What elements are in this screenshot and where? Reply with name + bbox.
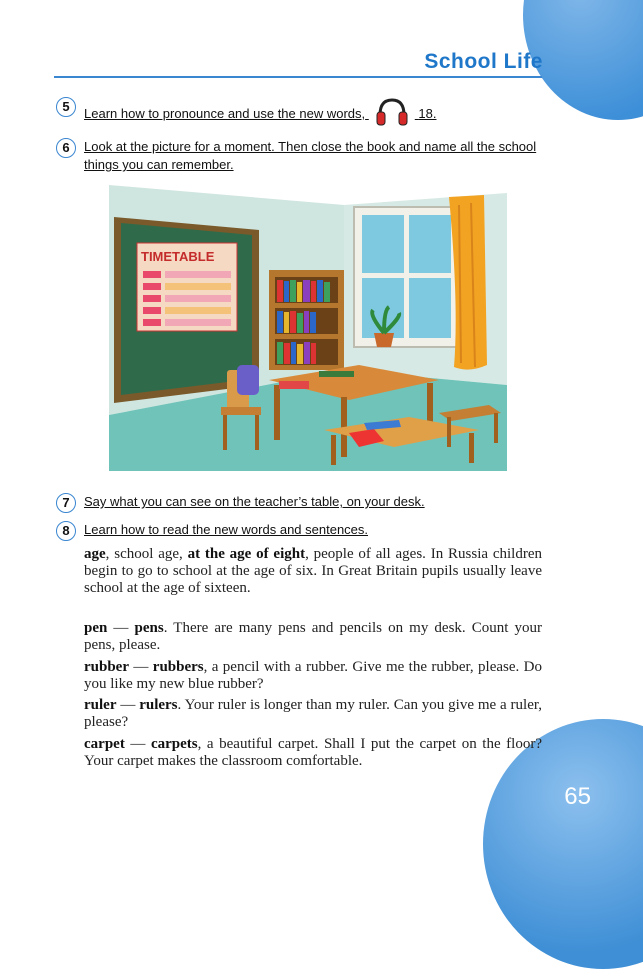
vocab-phrase: at the age of eight xyxy=(187,546,306,562)
vocab-plural: rubbers xyxy=(152,659,204,675)
vocab-plural: pens xyxy=(134,620,164,636)
vocab-text: , people of all ages. In Russia children begin to go to school at the age of six. In Great Britain pupils usually leave school at the age of sixteen. xyxy=(84,546,542,596)
vocab-age xyxy=(84,546,542,597)
task-8 xyxy=(56,521,368,539)
vocab-text: . Your ruler is longer than my ruler. Can you give me a ruler, please? xyxy=(84,697,543,730)
vocab-text: , school age, xyxy=(105,546,188,562)
task-number: 5 xyxy=(56,97,76,117)
task-6 xyxy=(56,138,544,174)
headphones-icon xyxy=(375,97,409,132)
vocab-text: . There are many pens and pencils on my desk. Count your pens, please. xyxy=(84,620,543,653)
classroom-illustration xyxy=(109,185,507,471)
vocab-dash: — xyxy=(124,736,151,752)
page-title: School Life xyxy=(424,50,543,73)
vocab-dash: — xyxy=(116,697,140,713)
vocab-carpet xyxy=(84,736,542,770)
vocab-text: , a beautiful carpet. Shall I put the carpet on the floor? Your carpet makes the classroom comfortable. xyxy=(84,736,542,769)
task-5 xyxy=(56,97,436,132)
task-number: 7 xyxy=(56,493,76,513)
vocab-head: age xyxy=(84,546,106,562)
vocab-text: , a pencil with a rubber. Give me the rubber, please. Do you like my new blue rubber? xyxy=(84,659,543,692)
task-text xyxy=(84,97,436,132)
vocab-plural: rulers xyxy=(139,697,178,713)
vocab-dash: — xyxy=(107,620,135,636)
task-5-text: Learn how to pronounce and use the new words, xyxy=(84,105,366,121)
task-text: Say what you can see on the teacher’s table, on your desk. xyxy=(84,494,425,509)
vocab-dash: — xyxy=(129,659,153,675)
vocab-head: pen xyxy=(84,620,108,636)
timetable-label: TIMETABLE xyxy=(141,249,215,264)
vocab-head: carpet xyxy=(84,736,125,752)
vocab-head: rubber xyxy=(84,659,129,675)
track-number: 18. xyxy=(418,105,437,121)
vocab-pen xyxy=(84,620,542,654)
page-number: 65 xyxy=(564,783,591,810)
task-7 xyxy=(56,493,425,511)
task-number: 6 xyxy=(56,138,76,158)
title-divider xyxy=(54,76,542,78)
vocab-ruler xyxy=(84,697,542,731)
task-text: Look at the picture for a moment. Then close the book and name all the school things you can remember. xyxy=(84,139,537,172)
vocab-rubber xyxy=(84,659,542,693)
task-text: Learn how to read the new words and sentences. xyxy=(84,522,369,537)
vocab-plural: carpets xyxy=(150,736,198,752)
task-number: 8 xyxy=(56,521,76,541)
vocab-head: ruler xyxy=(84,697,117,713)
